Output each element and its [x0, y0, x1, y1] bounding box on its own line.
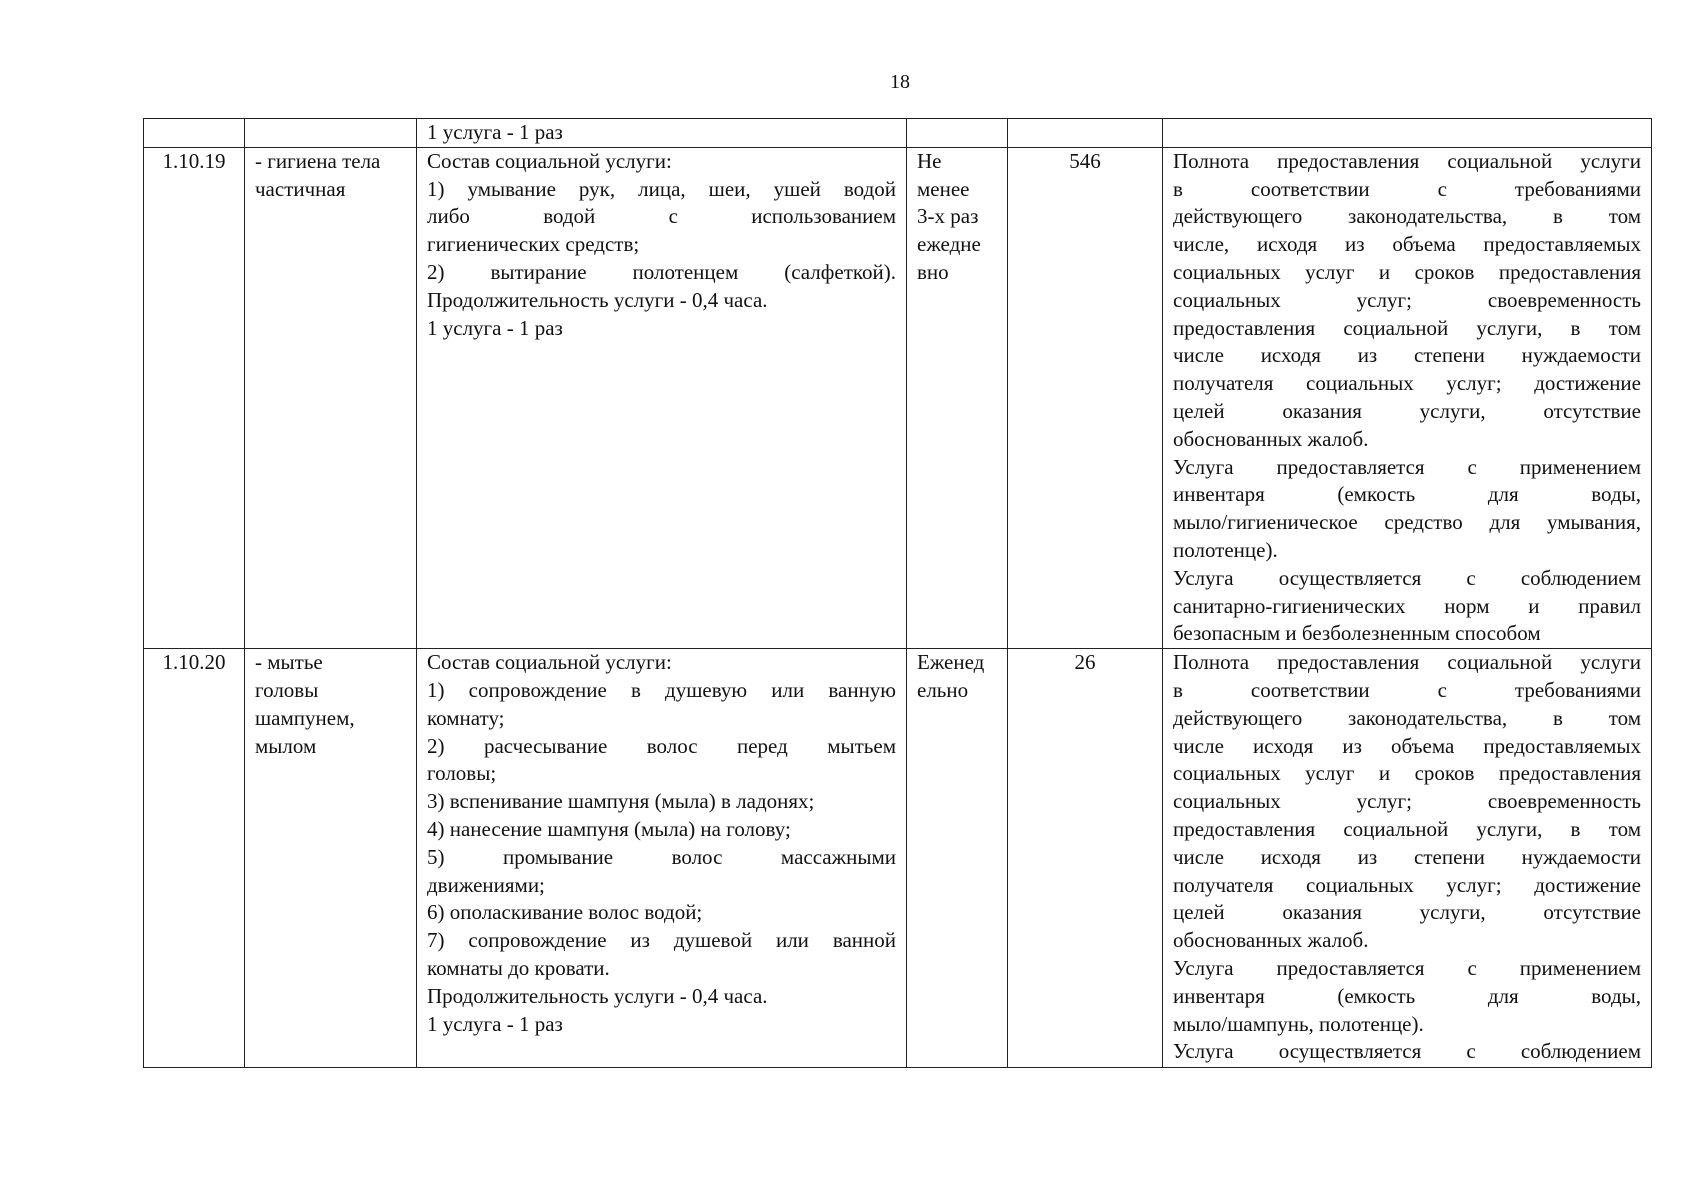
services-table [143, 118, 1652, 1068]
text-line: головы; [427, 761, 497, 786]
text-line: целей оказания услуги, отсутствие [1173, 900, 1641, 925]
service-code: 1.10.19 [144, 147, 245, 648]
text-line: либо водой с использованием [427, 204, 896, 229]
text-line: менее [917, 176, 970, 201]
text-line: 1 услуга - 1 раз [427, 315, 563, 340]
text-line: получателя социальных услуг; достижение [1173, 371, 1641, 396]
text-line: Состав социальной услуги: [427, 650, 672, 675]
text-line: числе исходя из степени нуждаемости [1173, 343, 1641, 368]
text-line: Услуга предоставляется с применением [1173, 955, 1641, 980]
text-line: Услуга предоставляется с применением [1173, 454, 1641, 479]
text-line: Полнота предоставления социальной услуги [1173, 650, 1641, 675]
text-line: 7) сопровождение из душевой или ванной [427, 928, 896, 953]
text-line: целей оказания услуги, отсутствие [1173, 398, 1641, 423]
composition-line: 1 услуга - 1 раз [427, 120, 563, 144]
text-line: социальных услуг и сроков предоставления [1173, 259, 1641, 284]
text-line: получателя социальных услуг; достижение [1173, 872, 1641, 897]
text-line: 1) сопровождение в душевую или ванную [427, 677, 896, 702]
text-line: безопасным и безболезненным способом [1173, 621, 1541, 646]
text-line: 6) ополаскивание волос водой; [427, 900, 703, 925]
text-line: 4) нанесение шампуня (мыла) на голову; [427, 816, 791, 841]
periodicity-cell [907, 119, 1008, 148]
text-line: Не [917, 148, 942, 173]
text-line: 1) умывание рук, лица, шеи, ушей водой [427, 176, 896, 201]
text-line: мыло/шампунь, полотенце). [1173, 1011, 1424, 1036]
text-line: действующего законодательства, в том [1173, 204, 1641, 229]
continuation-row [144, 119, 1652, 148]
text-line: Услуга осуществляется с соблюдением [1173, 565, 1641, 590]
service-criteria [1163, 649, 1652, 1068]
text-line: социальных услуг; своевременность [1173, 789, 1641, 814]
service-criteria [1163, 147, 1652, 648]
text-line: 3-х раз [917, 204, 979, 229]
text-line: - мытье [255, 650, 323, 675]
text-line: Продолжительность услуги - 0,4 часа. [427, 983, 768, 1008]
composition-cell [417, 119, 907, 148]
text-line: Полнота предоставления социальной услуги [1173, 148, 1641, 173]
text-line: - гигиена тела [255, 148, 381, 173]
text-line: комнату; [427, 705, 505, 730]
service-count: 546 [1008, 147, 1163, 648]
service-composition [417, 649, 907, 1068]
text-line: головы [255, 677, 319, 702]
text-line: частичная [255, 176, 346, 201]
text-line: социальных услуг; своевременность [1173, 287, 1641, 312]
service-name [245, 649, 417, 1068]
text-line: обоснованных жалоб. [1173, 928, 1369, 953]
text-line: комнаты до кровати. [427, 955, 610, 980]
text-line: Услуга осуществляется с соблюдением [1173, 1039, 1641, 1064]
table-row [144, 147, 1652, 648]
code-cell [144, 119, 245, 148]
name-cell [245, 119, 417, 148]
service-composition [417, 147, 907, 648]
page-number: 18 [890, 71, 910, 93]
text-line: обоснованных жалоб. [1173, 426, 1369, 451]
text-line: Еженед [917, 650, 985, 675]
service-count: 26 [1008, 649, 1163, 1068]
criteria-cell [1163, 119, 1652, 148]
table-row [144, 649, 1652, 1068]
text-line: Продолжительность услуги - 0,4 часа. [427, 287, 768, 312]
text-line: числе исходя из степени нуждаемости [1173, 844, 1641, 869]
text-line: гигиенических средств; [427, 232, 640, 257]
service-periodicity [907, 147, 1008, 648]
service-periodicity [907, 649, 1008, 1068]
service-name [245, 147, 417, 648]
text-line: полотенце). [1173, 537, 1278, 562]
text-line: числе, исходя из объема предоставляемых [1173, 232, 1641, 257]
text-line: 2) расчесывание волос перед мытьем [427, 733, 896, 758]
text-line: санитарно-гигиенических норм и правил [1173, 593, 1641, 618]
text-line: в соответствии с требованиями [1173, 677, 1641, 702]
text-line: ежедне [917, 232, 981, 257]
count-cell [1008, 119, 1163, 148]
text-line: Состав социальной услуги: [427, 148, 672, 173]
text-line: шампунем, [255, 705, 355, 730]
text-line: 3) вспенивание шампуня (мыла) в ладонях; [427, 789, 815, 814]
text-line: 5) промывание волос массажными [427, 844, 896, 869]
text-line: мыло/гигиеническое средство для умывания, [1173, 510, 1641, 535]
text-line: социальных услуг и сроков предоставления [1173, 761, 1641, 786]
text-line: предоставления социальной услуги, в том [1173, 315, 1641, 340]
text-line: мылом [255, 733, 317, 758]
text-line: числе исходя из объема предоставляемых [1173, 733, 1641, 758]
text-line: действующего законодательства, в том [1173, 705, 1641, 730]
text-line: вно [917, 259, 949, 284]
text-line: инвентаря (емкость для воды, [1173, 482, 1641, 507]
text-line: в соответствии с требованиями [1173, 176, 1641, 201]
text-line: движениями; [427, 872, 545, 897]
text-line: 2) вытирание полотенцем (салфеткой). [427, 259, 896, 284]
service-code: 1.10.20 [144, 649, 245, 1068]
text-line: предоставления социальной услуги, в том [1173, 816, 1641, 841]
text-line: инвентаря (емкость для воды, [1173, 983, 1641, 1008]
text-line: 1 услуга - 1 раз [427, 1011, 563, 1036]
text-line: ельно [917, 677, 969, 702]
